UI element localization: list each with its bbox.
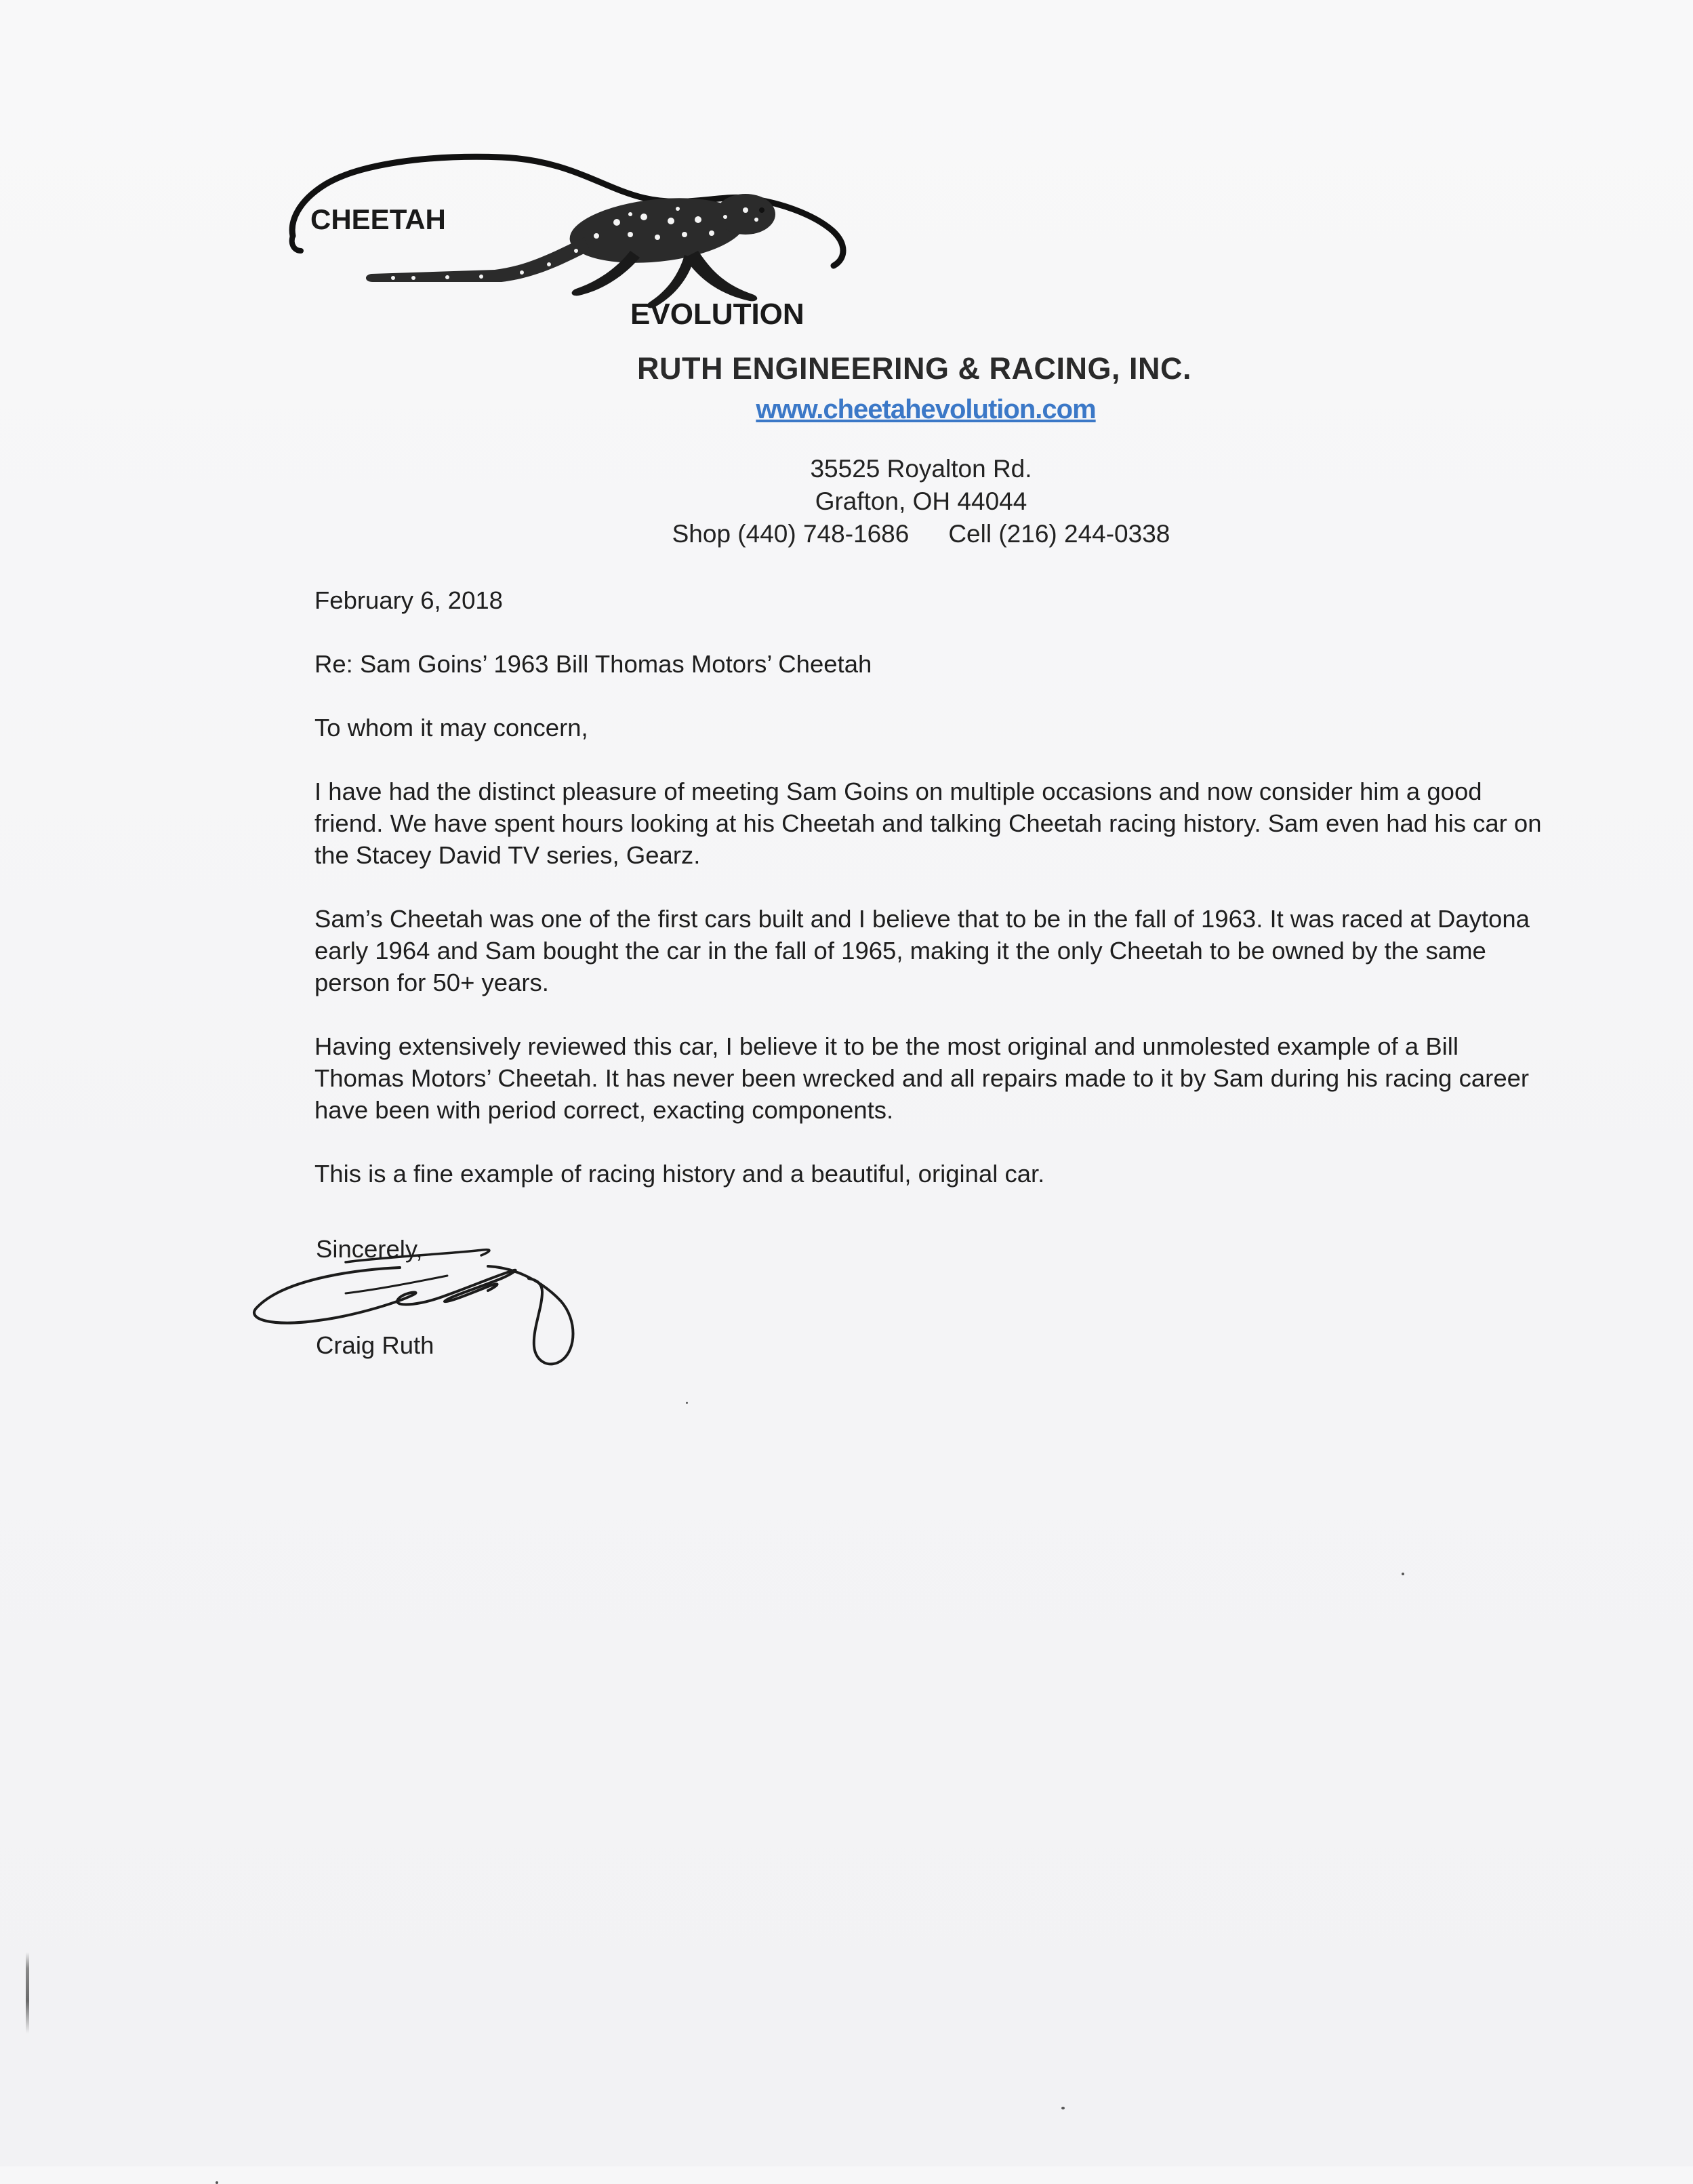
letter-paragraph-2: Sam’s Cheetah was one of the first cars built and I believe that to be in the fall of 1963. It was raced at Daytona early 1964 and Sam bought the car in the fall of 1965, making it the only Cheetah to be owned by the same person for 50+ years. [314,905,1530,996]
cheetah-evolution-logo [278,149,868,332]
letter-subject: Re: Sam Goins’ 1963 Bill Thomas Motors’ Cheetah [314,650,872,678]
letter-closing: Sincerely, [316,1235,423,1263]
address-block [0,453,1693,550]
logo-word-evolution: EVOLUTION [630,298,804,331]
letter-paragraph-3: Having extensively reviewed this car, I believe it to be the most original and unmolested example of a Bill Thomas Motors’ Cheetah. It has never been wrecked and all repairs made to it by Sam during his racing career have been with period correct, exacting components. [314,1032,1530,1124]
letter-date: February 6, 2018 [314,586,503,614]
logo-word-cheetah: CHEETAH [310,203,446,235]
cell-phone: Cell (216) 244-0338 [948,520,1170,548]
letter-body [314,584,1548,1221]
website-link[interactable]: www.cheetahevolution.com [756,395,1096,424]
cheetah-logo-graphic [278,149,868,332]
company-name: RUTH ENGINEERING & RACING, INC. [636,351,1192,386]
address-city: Grafton, OH 44044 [815,487,1027,515]
signer-name: Craig Ruth [316,1331,434,1359]
letter-salutation: To whom it may concern, [314,714,588,742]
scan-edge-mark [26,1952,29,2034]
letter-paragraph-4: This is a fine example of racing history and a beautiful, original car. [314,1160,1045,1188]
address-street: 35525 Royalton Rd. [810,455,1032,483]
phone-numbers [149,518,1693,550]
shop-phone: Shop (440) 748-1686 [672,520,910,548]
letter-paragraph-1: I have had the distinct pleasure of meeting Sam Goins on multiple occasions and now consider him a good friend. We have spent hours looking at his Cheetah and talking Cheetah racing history. Sam even had his car on the Stacey David TV series, Gearz. [314,777,1542,869]
